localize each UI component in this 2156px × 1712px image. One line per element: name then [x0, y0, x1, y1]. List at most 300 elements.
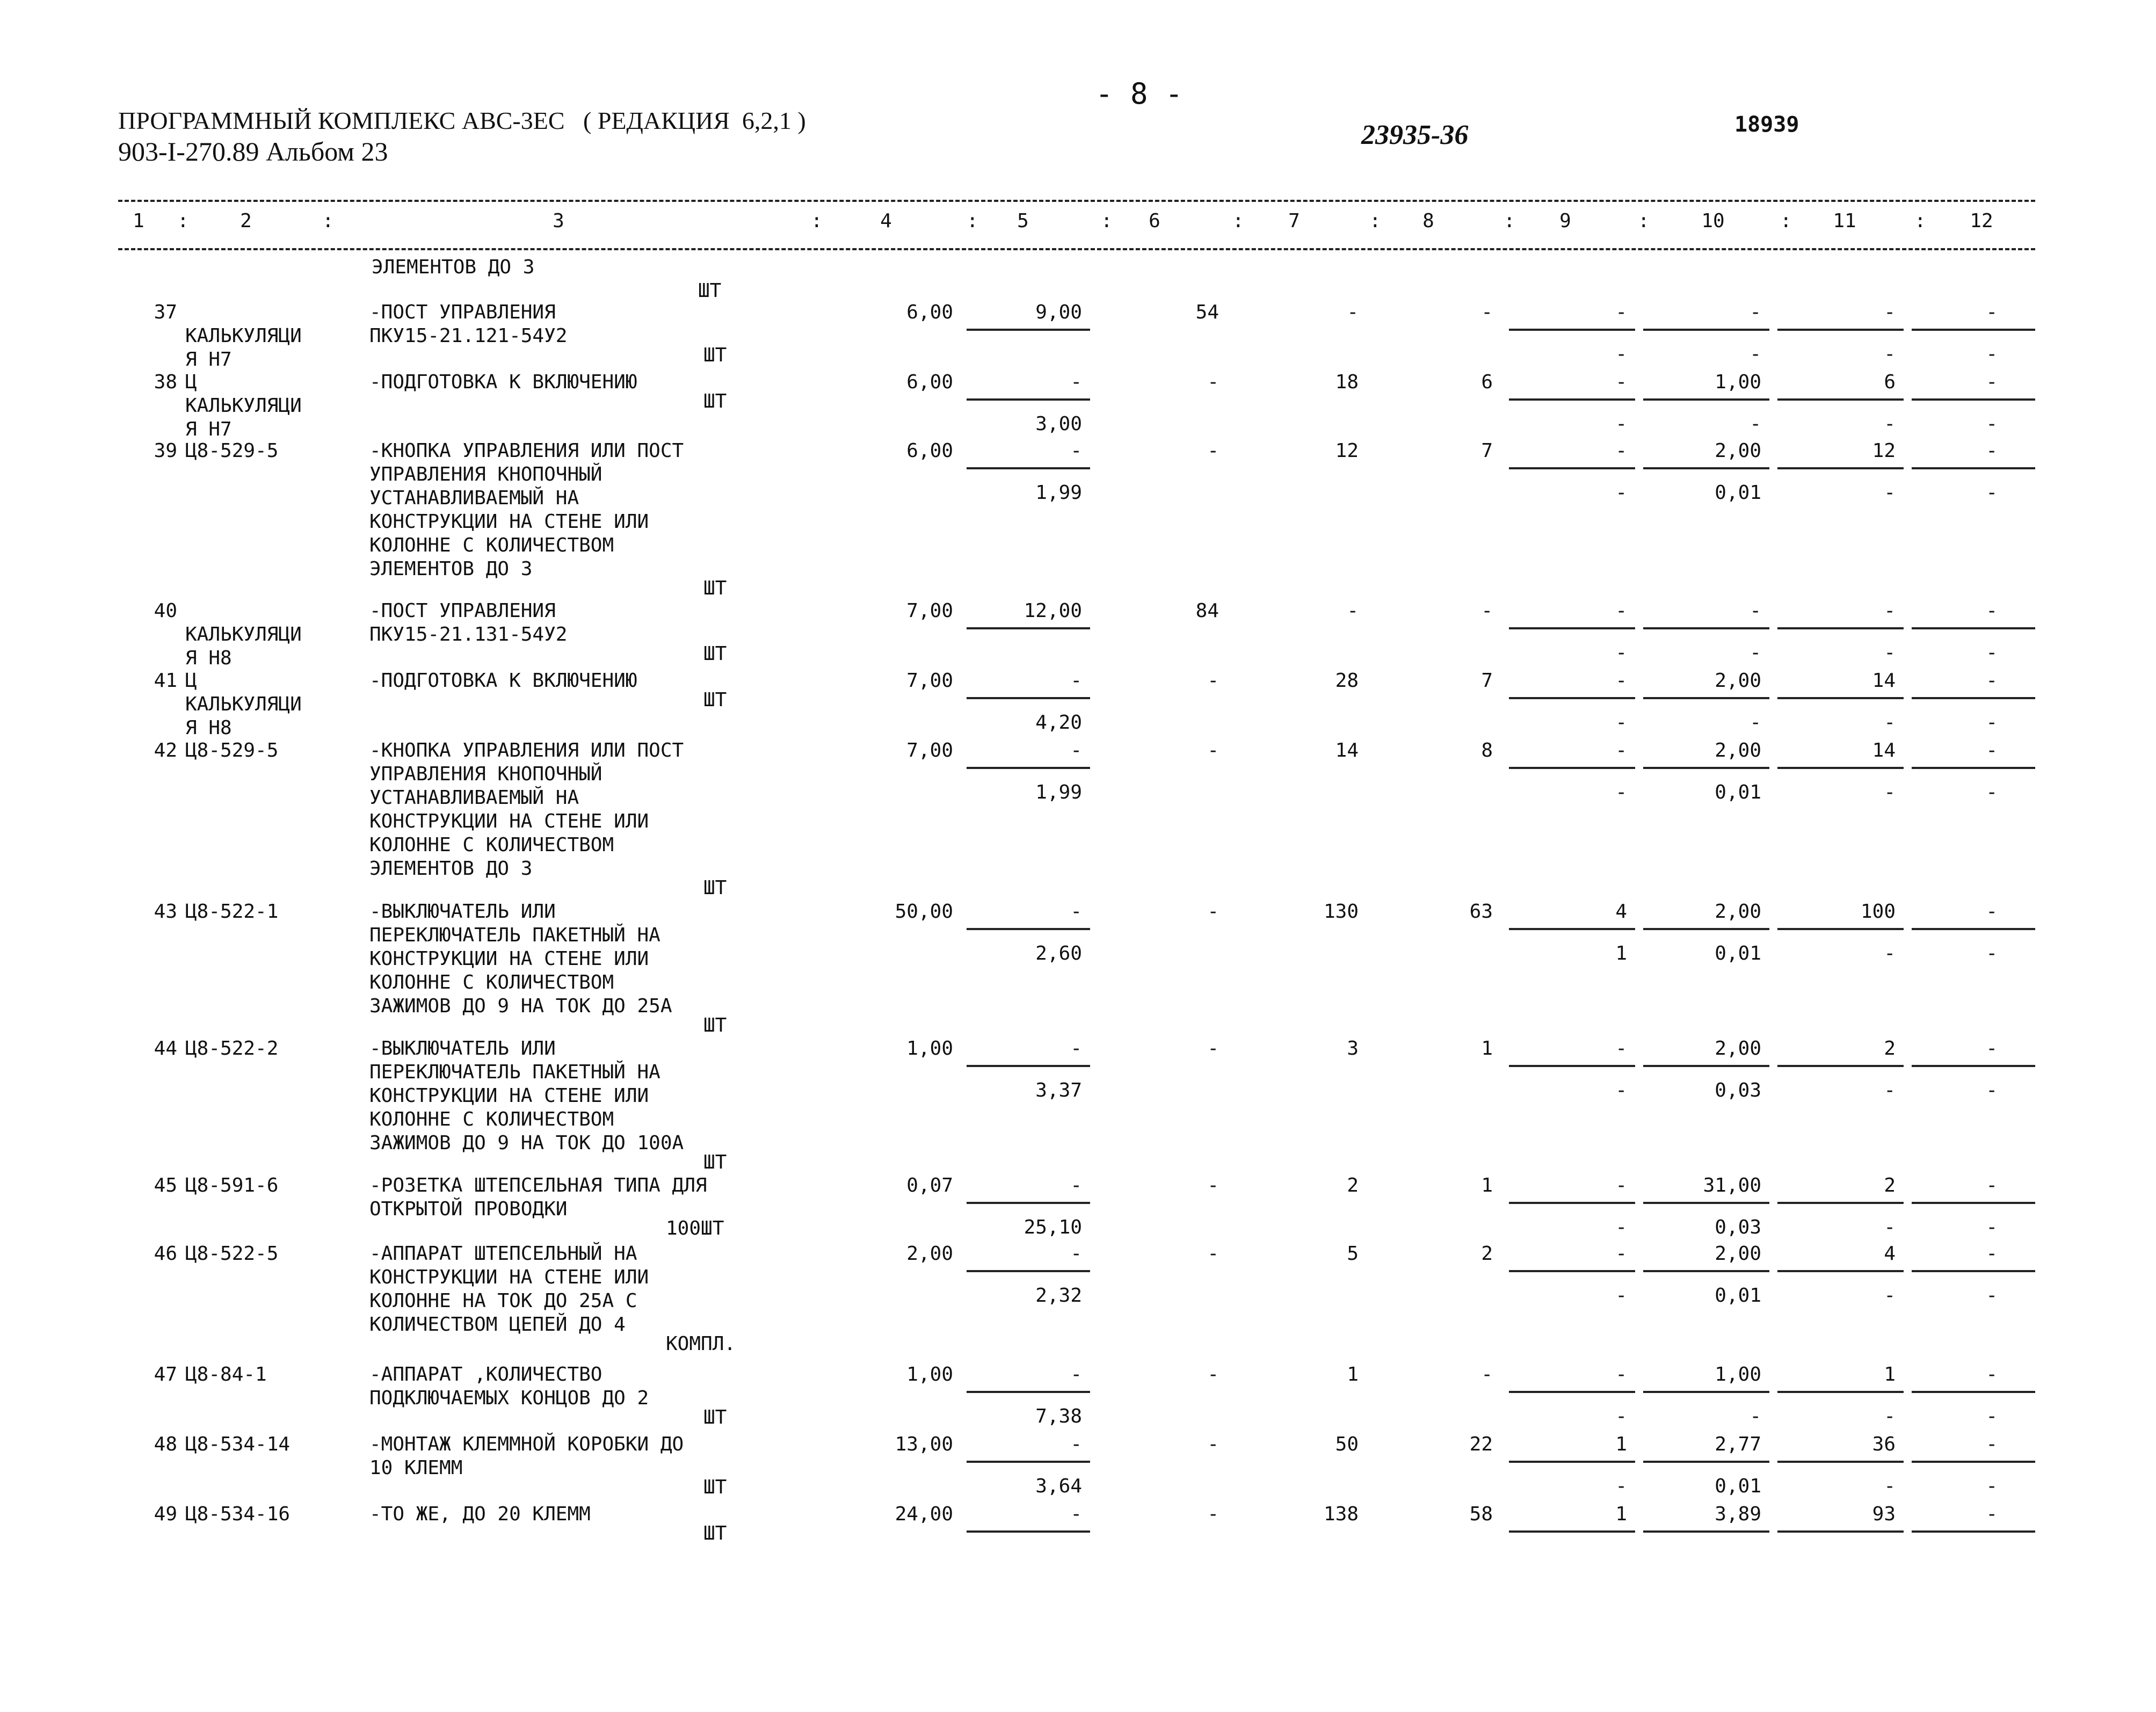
row-c5a: - [1070, 1243, 1082, 1265]
value-divider [1509, 467, 1635, 469]
row-c4: 7,00 [906, 600, 953, 622]
row-c7: 12 [1335, 440, 1359, 462]
value-divider [1777, 928, 1904, 930]
row-number: 44 [154, 1038, 177, 1060]
value-divider [1643, 627, 1769, 629]
row-code-line: КАЛЬКУЛЯЦИ [185, 395, 302, 417]
row-c8: 1 [1481, 1174, 1493, 1196]
value-divider [1509, 398, 1635, 401]
row-c10b: - [1750, 343, 1761, 365]
value-divider [1777, 329, 1904, 331]
row-c12a: - [1986, 600, 1998, 622]
column-header-2: 2 [240, 210, 252, 232]
row-description-line: ПОДКЛЮЧАЕМЫХ КОНЦОВ ДО 2 [369, 1387, 649, 1409]
header-rule-bottom [118, 248, 2035, 250]
row-c10a: 3,89 [1715, 1503, 1761, 1525]
row-code-line: КАЛЬКУЛЯЦИ [185, 693, 302, 715]
value-divider [1509, 329, 1635, 331]
row-code-line: Ц8-522-1 [185, 901, 279, 923]
row-description-line: -РОЗЕТКА ШТЕПСЕЛЬНАЯ ТИПА ДЛЯ [369, 1174, 707, 1196]
row-c10a: - [1750, 600, 1761, 622]
row-description-line: ЗАЖИМОВ ДО 9 НА ТОК ДО 25А [369, 995, 672, 1017]
row-c8: 1 [1481, 1038, 1493, 1060]
row-c6: 84 [1195, 600, 1219, 622]
row-c10a: 2,77 [1715, 1433, 1761, 1455]
row-description-line: -ТО ЖЕ, ДО 20 КЛЕММ [369, 1503, 591, 1525]
value-divider [1509, 1202, 1635, 1204]
row-description-line: 10 КЛЕММ [369, 1457, 463, 1479]
row-code-line: Ц8-529-5 [185, 739, 279, 761]
row-code-line: Ц8-529-5 [185, 440, 279, 462]
row-c7: 3 [1347, 1038, 1359, 1060]
row-c7: 1 [1347, 1363, 1359, 1385]
row-c7: - [1347, 600, 1359, 622]
value-divider [1643, 1202, 1769, 1204]
row-c10a: 1,00 [1715, 371, 1761, 393]
value-divider [1509, 1391, 1635, 1393]
row-c7: 14 [1335, 739, 1359, 761]
row-c4: 7,00 [906, 739, 953, 761]
row-number: 37 [154, 301, 177, 323]
value-divider [1777, 1065, 1904, 1067]
row-description-line: КОНСТРУКЦИИ НА СТЕНЕ ИЛИ [369, 1085, 649, 1107]
row-number: 48 [154, 1433, 177, 1455]
row-c11a: 2 [1884, 1174, 1896, 1196]
row-description-line: ПЕРЕКЛЮЧАТЕЛЬ ПАКЕТНЫЙ НА [369, 924, 660, 946]
value-divider [1509, 1530, 1635, 1533]
program-title: ПРОГРАММНЫЙ КОМПЛЕКС АВС-3ЕС ( РЕДАКЦИЯ 6,2,1 ) [118, 107, 806, 134]
value-divider [1509, 928, 1635, 930]
value-divider [1509, 627, 1635, 629]
row-c7: - [1347, 301, 1359, 323]
row-c5b: 3,00 [1035, 413, 1082, 435]
row-c4: 13,00 [895, 1433, 953, 1455]
column-separator: : [1101, 210, 1113, 232]
row-c7: 2 [1347, 1174, 1359, 1196]
column-header-10: 10 [1701, 210, 1725, 232]
row-c11b: - [1884, 712, 1896, 734]
row-c10a: 31,00 [1703, 1174, 1761, 1196]
row-unit: ШТ [703, 689, 727, 711]
row-c4: 6,00 [906, 440, 953, 462]
row-code-line: Ц [185, 670, 197, 692]
row-description-line: КОЛОННЕ С КОЛИЧЕСТВОМ [369, 1108, 614, 1130]
row-description-line: ПКУ15-21.131-54У2 [369, 623, 568, 645]
row-code-line: КАЛЬКУЛЯЦИ [185, 325, 302, 347]
row-c7: 130 [1323, 901, 1359, 923]
row-c5a: 12,00 [1023, 600, 1082, 622]
row-c5a: 9,00 [1035, 301, 1082, 323]
row-c5b: 3,37 [1035, 1079, 1082, 1101]
row-c5a: - [1070, 371, 1082, 393]
row-c12b: - [1986, 781, 1998, 803]
value-divider [1509, 767, 1635, 769]
row-description-line: УПРАВЛЕНИЯ КНОПОЧНЫЙ [369, 763, 602, 785]
row-c12b: - [1986, 642, 1998, 664]
value-divider [967, 627, 1090, 629]
row-description-line: КОЛОННЕ С КОЛИЧЕСТВОМ [369, 971, 614, 993]
value-divider [1777, 1461, 1904, 1463]
row-c10b: - [1750, 413, 1761, 435]
row-c10b: 0,01 [1715, 1475, 1761, 1497]
value-divider [1777, 767, 1904, 769]
column-header-3: 3 [553, 210, 564, 232]
row-c5a: - [1070, 1174, 1082, 1196]
row-c10a: - [1750, 301, 1761, 323]
row-c7: 50 [1335, 1433, 1359, 1455]
row-c8: 6 [1481, 371, 1493, 393]
row-c11b: - [1884, 482, 1896, 504]
row-unit: ШТ [703, 1476, 727, 1498]
value-divider [967, 398, 1090, 401]
row-unit: ШТ [703, 1014, 727, 1036]
row-description-line: ПЕРЕКЛЮЧАТЕЛЬ ПАКЕТНЫЙ НА [369, 1061, 660, 1083]
row-c10a: 2,00 [1715, 1243, 1761, 1265]
value-divider [1643, 398, 1769, 401]
column-header-4: 4 [880, 210, 892, 232]
row-c9a: 4 [1615, 901, 1627, 923]
row-c10b: - [1750, 642, 1761, 664]
row-c12a: - [1986, 1363, 1998, 1385]
value-divider [1912, 398, 2035, 401]
document-number: 18939 [1734, 112, 1799, 137]
row-c10b: 0,01 [1715, 482, 1761, 504]
header-rule-top [118, 200, 2035, 202]
value-divider [967, 1391, 1090, 1393]
row-c5b: 2,32 [1035, 1285, 1082, 1307]
row-c5a: - [1070, 1433, 1082, 1455]
row-unit: ШТ [703, 643, 727, 665]
row-description-line: УПРАВЛЕНИЯ КНОПОЧНЫЙ [369, 463, 602, 485]
row-c9b: - [1615, 1079, 1627, 1101]
row-c7: 18 [1335, 371, 1359, 393]
value-divider [967, 767, 1090, 769]
row-description-line: КОНСТРУКЦИИ НА СТЕНЕ ИЛИ [369, 511, 649, 533]
row-description-line: КОЛИЧЕСТВОМ ЦЕПЕЙ ДО 4 [369, 1314, 626, 1336]
row-c11b: - [1884, 1285, 1896, 1307]
row-description-line: -ПОДГОТОВКА К ВКЛЮЧЕНИЮ [369, 371, 637, 393]
value-divider [1777, 627, 1904, 629]
row-unit: ШТ [703, 344, 727, 366]
row-c12a: - [1986, 1243, 1998, 1265]
row-c8: 22 [1469, 1433, 1493, 1455]
row-code-line: Ц8-84-1 [185, 1363, 267, 1385]
value-divider [1509, 697, 1635, 699]
row-c9b: - [1615, 343, 1627, 365]
row-c4: 7,00 [906, 670, 953, 692]
value-divider [967, 1461, 1090, 1463]
album-title: 903-I-270.89 Альбом 23 [118, 136, 388, 166]
value-divider [1912, 1461, 2035, 1463]
row-c5b: 7,38 [1035, 1405, 1082, 1427]
value-divider [1643, 697, 1769, 699]
row-c12a: - [1986, 1038, 1998, 1060]
row-c11a: 93 [1872, 1503, 1896, 1525]
value-divider [1643, 928, 1769, 930]
row-c11a: 4 [1884, 1243, 1896, 1265]
value-divider [1912, 1530, 2035, 1533]
row-c9a: - [1615, 371, 1627, 393]
row-c10a: 2,00 [1715, 901, 1761, 923]
row-c4: 1,00 [906, 1038, 953, 1060]
row-description-line: -АППАРАТ ШТЕПСЕЛЬНЫЙ НА [369, 1243, 637, 1265]
column-separator: : [177, 210, 189, 232]
row-c8: 2 [1481, 1243, 1493, 1265]
value-divider [1777, 1202, 1904, 1204]
value-divider [967, 1065, 1090, 1067]
row-c11b: - [1884, 781, 1896, 803]
column-header-12: 12 [1970, 210, 1993, 232]
row-c10b: 0,01 [1715, 781, 1761, 803]
value-divider [1912, 767, 2035, 769]
row-c4: 24,00 [895, 1503, 953, 1525]
row-c9b: - [1615, 642, 1627, 664]
row-c5b: 3,64 [1035, 1475, 1082, 1497]
row-code-line: Я Н7 [185, 349, 232, 371]
row-c10b: 0,03 [1715, 1216, 1761, 1238]
row-description-line: УСТАНАВЛИВАЕМЫЙ НА [369, 787, 579, 809]
row-c10a: 2,00 [1715, 1038, 1761, 1060]
row-c12b: - [1986, 482, 1998, 504]
value-divider [1777, 1270, 1904, 1272]
value-divider [1912, 1065, 2035, 1067]
row-number: 39 [154, 440, 177, 462]
row-c11a: 12 [1872, 440, 1896, 462]
continued-description: ЭЛЕМЕНТОВ ДО 3 [372, 256, 535, 278]
value-divider [1643, 767, 1769, 769]
row-c12a: - [1986, 670, 1998, 692]
value-divider [967, 697, 1090, 699]
row-number: 38 [154, 371, 177, 393]
row-c12b: - [1986, 1216, 1998, 1238]
value-divider [1777, 467, 1904, 469]
row-c5a: - [1070, 440, 1082, 462]
row-code-line: КАЛЬКУЛЯЦИ [185, 623, 302, 645]
row-c4: 2,00 [906, 1243, 953, 1265]
value-divider [967, 467, 1090, 469]
row-c11a: - [1884, 301, 1896, 323]
page-number: - 8 - [1095, 77, 1183, 111]
row-description-line: КОНСТРУКЦИИ НА СТЕНЕ ИЛИ [369, 948, 649, 970]
column-separator: : [1504, 210, 1515, 232]
row-unit: ШТ [703, 1406, 727, 1428]
row-c8: 58 [1469, 1503, 1493, 1525]
row-c12b: - [1986, 1405, 1998, 1427]
row-code-line: Я Н8 [185, 717, 232, 739]
column-header-7: 7 [1288, 210, 1300, 232]
row-c9a: - [1615, 670, 1627, 692]
column-header-9: 9 [1559, 210, 1571, 232]
row-c8: - [1481, 1363, 1493, 1385]
row-c12b: - [1986, 712, 1998, 734]
row-c5a: - [1070, 901, 1082, 923]
row-c10a: 1,00 [1715, 1363, 1761, 1385]
row-c4: 6,00 [906, 301, 953, 323]
row-c11a: 1 [1884, 1363, 1896, 1385]
column-separator: : [1914, 210, 1926, 232]
row-c9b: - [1615, 1285, 1627, 1307]
row-c9b: - [1615, 781, 1627, 803]
row-c12b: - [1986, 942, 1998, 964]
value-divider [1777, 398, 1904, 401]
row-c12b: - [1986, 1285, 1998, 1307]
row-c5b: 25,10 [1023, 1216, 1082, 1238]
row-c12a: - [1986, 1503, 1998, 1525]
row-c6: - [1207, 1243, 1219, 1265]
column-header-8: 8 [1422, 210, 1434, 232]
column-separator: : [1780, 210, 1792, 232]
row-c9b: - [1615, 712, 1627, 734]
row-c9b: - [1615, 1216, 1627, 1238]
row-c11b: - [1884, 1475, 1896, 1497]
row-c7: 28 [1335, 670, 1359, 692]
row-c11a: 36 [1872, 1433, 1896, 1455]
row-c12a: - [1986, 440, 1998, 462]
row-description-line: -КНОПКА УПРАВЛЕНИЯ ИЛИ ПОСТ [369, 739, 684, 761]
row-description-line: КОЛОННЕ С КОЛИЧЕСТВОМ [369, 534, 614, 556]
column-separator: : [1638, 210, 1650, 232]
row-c11b: - [1884, 1405, 1896, 1427]
row-description-line: ЗАЖИМОВ ДО 9 НА ТОК ДО 100А [369, 1132, 684, 1154]
row-description-line: -ВЫКЛЮЧАТЕЛЬ ИЛИ [369, 901, 556, 923]
row-c10b: 0,01 [1715, 942, 1761, 964]
value-divider [1777, 697, 1904, 699]
row-c9a: - [1615, 1363, 1627, 1385]
row-c12b: - [1986, 1079, 1998, 1101]
row-unit: КОМПЛ. [666, 1333, 736, 1355]
row-description-line: ЭЛЕМЕНТОВ ДО 3 [369, 858, 533, 880]
row-code-line: Я Н7 [185, 418, 232, 440]
row-c12a: - [1986, 901, 1998, 923]
row-number: 41 [154, 670, 177, 692]
value-divider [1912, 697, 2035, 699]
column-header-6: 6 [1149, 210, 1160, 232]
row-description-line: -АППАРАТ ,КОЛИЧЕСТВО [369, 1363, 602, 1385]
row-code-line: Ц8-522-5 [185, 1243, 279, 1265]
value-divider [1643, 1461, 1769, 1463]
row-c12a: - [1986, 301, 1998, 323]
row-c11a: - [1884, 600, 1896, 622]
row-description-line: -ВЫКЛЮЧАТЕЛЬ ИЛИ [369, 1038, 556, 1060]
row-number: 43 [154, 901, 177, 923]
value-divider [1912, 467, 2035, 469]
row-c4: 6,00 [906, 371, 953, 393]
value-divider [1912, 1202, 2035, 1204]
row-c11a: 6 [1884, 371, 1896, 393]
row-c6: - [1207, 1433, 1219, 1455]
row-number: 42 [154, 739, 177, 761]
row-number: 40 [154, 600, 177, 622]
continued-unit: ШТ [698, 280, 722, 302]
row-c4: 50,00 [895, 901, 953, 923]
row-code-line: Я Н8 [185, 647, 232, 669]
row-c9a: - [1615, 1038, 1627, 1060]
row-c12b: - [1986, 343, 1998, 365]
row-c5b: 4,20 [1035, 712, 1082, 734]
row-c9b: 1 [1615, 942, 1627, 964]
row-c9a: - [1615, 1174, 1627, 1196]
column-separator: : [322, 210, 334, 232]
value-divider [1509, 1065, 1635, 1067]
row-description-line: -МОНТАЖ КЛЕММНОЙ КОРОБКИ ДО [369, 1433, 684, 1455]
value-divider [1643, 1270, 1769, 1272]
value-divider [1912, 928, 2035, 930]
row-c6: - [1207, 1363, 1219, 1385]
column-separator: : [1369, 210, 1381, 232]
column-header-11: 11 [1833, 210, 1856, 232]
row-description-line: -ПОДГОТОВКА К ВКЛЮЧЕНИЮ [369, 670, 637, 692]
row-c12b: - [1986, 1475, 1998, 1497]
value-divider [1643, 467, 1769, 469]
column-header-1: 1 [133, 210, 144, 232]
row-c9a: - [1615, 301, 1627, 323]
row-c5b: 2,60 [1035, 942, 1082, 964]
document-code: 23935-36 [1361, 120, 1469, 150]
row-c9a: - [1615, 739, 1627, 761]
row-unit: ШТ [703, 577, 727, 599]
row-c9b: - [1615, 1475, 1627, 1497]
row-number: 47 [154, 1363, 177, 1385]
row-c11b: - [1884, 413, 1896, 435]
row-c12a: - [1986, 1433, 1998, 1455]
row-number: 49 [154, 1503, 177, 1525]
row-description-line: ПКУ15-21.121-54У2 [369, 325, 568, 347]
row-c6: - [1207, 739, 1219, 761]
row-c6: - [1207, 371, 1219, 393]
row-c10a: 2,00 [1715, 440, 1761, 462]
row-c5a: - [1070, 1363, 1082, 1385]
row-unit: ШТ [703, 877, 727, 899]
value-divider [967, 1530, 1090, 1533]
value-divider [1912, 627, 2035, 629]
row-c6: - [1207, 1038, 1219, 1060]
row-c7: 138 [1323, 1503, 1359, 1525]
column-separator: : [967, 210, 978, 232]
row-c11a: 14 [1872, 670, 1896, 692]
row-description-line: УСТАНАВЛИВАЕМЫЙ НА [369, 487, 579, 509]
row-c8: 8 [1481, 739, 1493, 761]
value-divider [1912, 329, 2035, 331]
row-description-line: КОНСТРУКЦИИ НА СТЕНЕ ИЛИ [369, 1266, 649, 1288]
column-separator: : [1232, 210, 1244, 232]
row-unit: 100ШТ [666, 1217, 724, 1239]
row-c5b: 1,99 [1035, 482, 1082, 504]
row-c9a: - [1615, 600, 1627, 622]
row-c11a: 2 [1884, 1038, 1896, 1060]
value-divider [1509, 1461, 1635, 1463]
row-c9b: - [1615, 482, 1627, 504]
row-description-line: ОТКРЫТОЙ ПРОВОДКИ [369, 1198, 568, 1220]
value-divider [1912, 1270, 2035, 1272]
row-c5a: - [1070, 670, 1082, 692]
value-divider [967, 928, 1090, 930]
row-c10b: - [1750, 1405, 1761, 1427]
row-c8: 63 [1469, 901, 1493, 923]
row-c6: - [1207, 670, 1219, 692]
row-c10a: 2,00 [1715, 739, 1761, 761]
row-c10b: 0,01 [1715, 1285, 1761, 1307]
row-code-line: Ц8-534-14 [185, 1433, 291, 1455]
row-c4: 0,07 [906, 1174, 953, 1196]
row-c12a: - [1986, 1174, 1998, 1196]
value-divider [1643, 1391, 1769, 1393]
row-unit: ШТ [703, 1151, 727, 1173]
column-header-5: 5 [1017, 210, 1029, 232]
row-c6: - [1207, 440, 1219, 462]
row-c6: - [1207, 1174, 1219, 1196]
row-c9a: 1 [1615, 1433, 1627, 1455]
row-description-line: -ПОСТ УПРАВЛЕНИЯ [369, 301, 556, 323]
